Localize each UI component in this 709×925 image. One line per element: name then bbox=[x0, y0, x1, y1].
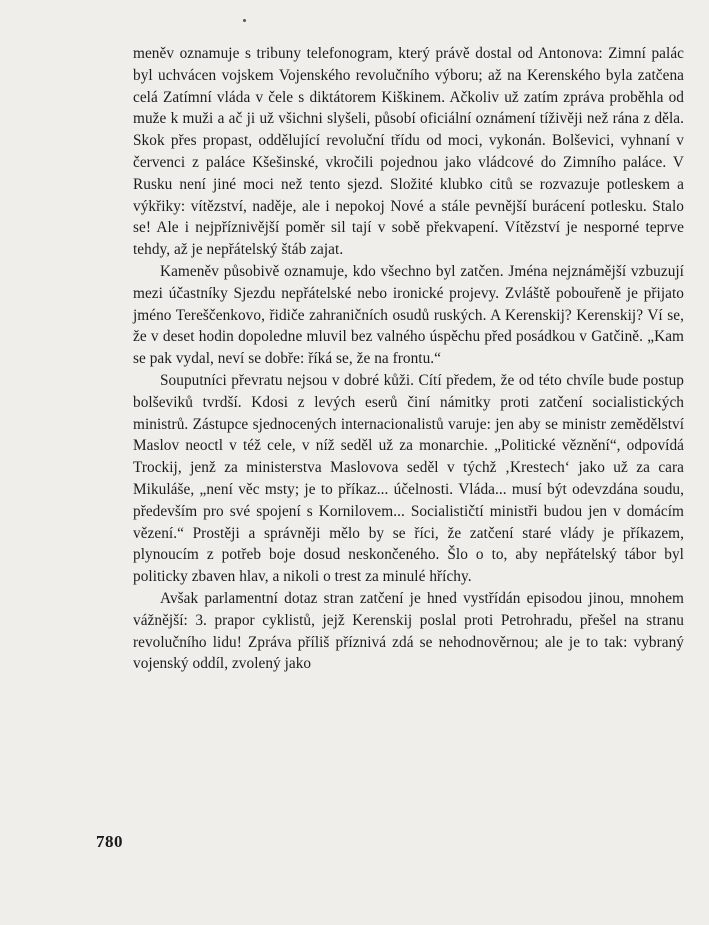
page-number: 780 bbox=[96, 832, 123, 851]
paragraph-continuation: meněv oznamuje s tribuny telefonogram, který právě dostal od Antonova: Zimní palác byl uchvácen vojskem Vojenského revolučního výboru; až na Kerenského byla zatčena celá Zatímní vláda v čele s diktátorem Kiškinem. Ačkoliv už zatím zpráva proběhla od muže k muži a ač ji už všichni slyšeli, působí oficiální oznámení tíživěji než rána z děla. Skok přes propast, oddělující revoluční třídu od moci, vykonán. Bolševici, vyhnaní v červenci z paláce Kšešinské, vkročili pojednou jako vládcové do Zimního paláce. V Rusku není jiné moci než tento sjezd. Složité klubko citů se rozvazuje potleskem a výkřiky: vítězství, naděje, ale i nepokoj Nové a stále pevnější burácení potlesku. Stalo se! Ale i nejpříznivější poměr sil tají v sobě překvapení. Vítězství je nesporné teprve tehdy, až je nepřátelský štáb zajat. bbox=[133, 45, 684, 259]
paragraph-kamenev: Kameněv působivě oznamuje, kdo všechno byl zatčen. Jména nejznámější vzbuzují mezi účastníky Sjezdu nepřátelské nebo ironické projevy. Zvláště pobouřeně je přijato jméno Tereščenkovo, řidiče zahraničních osudů ruských. A Kerenskij? Kerenskij? Ví se, že v deset hodin dopoledne mluvil bez valného úspěchu před posádkou v Gatčině. „Kam se pak vydal, neví se dobře: říká se, že na frontu.“ bbox=[133, 262, 684, 368]
print-speck bbox=[243, 19, 246, 22]
paragraph-avsak: Avšak parlamentní dotaz stran zatčení je hned vystřídán episodou jinou, mnohem vážnější: 3. prapor cyklistů, jejž Kerenskij poslal proti Petrohradu, přešel na stranu revolučního lidu! Zpráva příliš příznivá zdá se nehodnověrnou; ale je to tak: vybraný vojenský oddíl, zvolený jako bbox=[133, 589, 684, 673]
body-text bbox=[133, 43, 684, 675]
paragraph-souputnici: Souputníci převratu nejsou v dobré kůži. Cítí předem, že od této chvíle bude postup bolševiků tvrdší. Kdosi z levých eserů činí námitky proti zatčení socialistických ministrů. Zástupce sjednocených internacionalistů varuje: jen aby se ministr zemědělství Maslov neoctl v též cele, v níž seděl už za monarchie. „Politické věznění“, odpovídá Trockij, jenž za ministerstva Maslovova seděl v týchž ‚Krestech‘ jako už za cara Mikuláše, „není věc msty; je to příkaz... účelnosti. Vláda... musí být odevzdána soudu, především pro své spojení s Kornilovem... Socialističtí ministři budou jen v domácím vězení.“ Prostěji a správněji mělo by se říci, že zatčení staré vlády je příkazem, plynoucím z potřeb boje dosud neskončeného. Šlo o to, aby nepřátelský tábor byl politicky zbaven hlav, a nikoli o trest za minulé hříchy. bbox=[133, 371, 684, 586]
